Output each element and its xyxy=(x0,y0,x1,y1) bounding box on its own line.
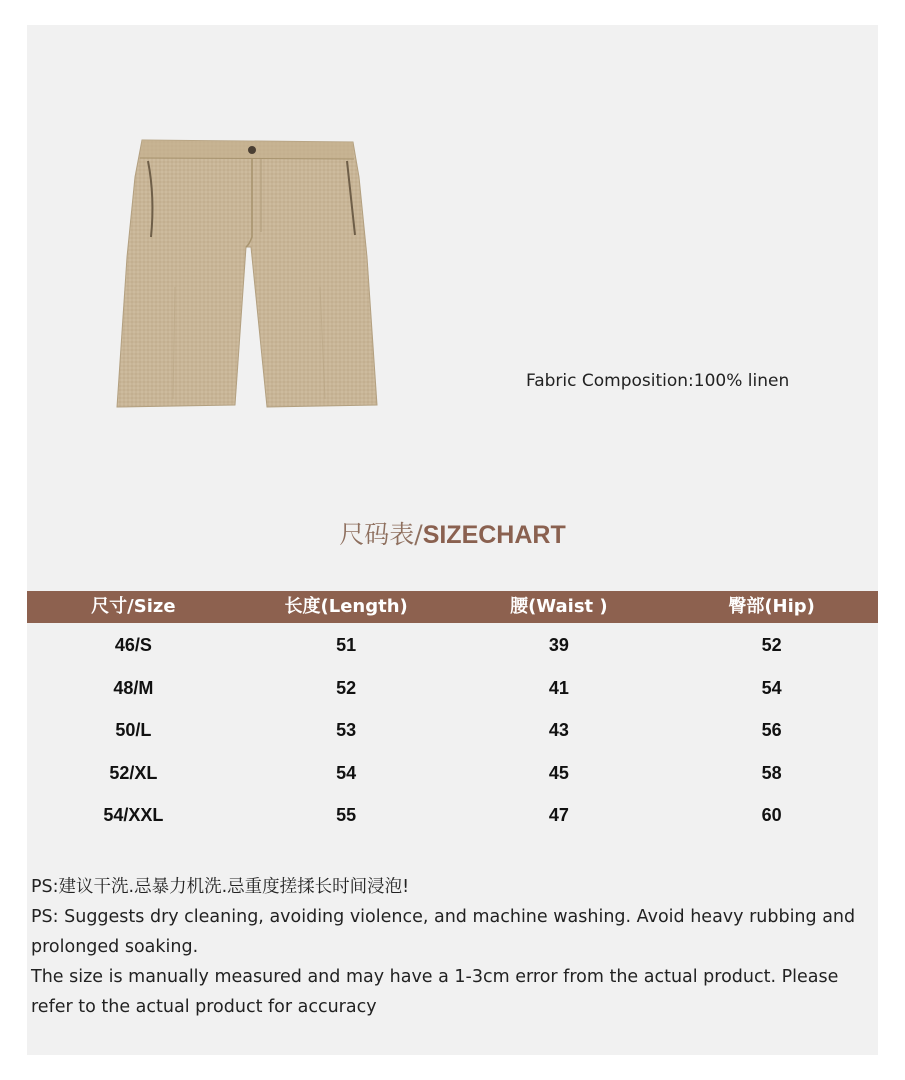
cell-hip: 52 xyxy=(761,635,782,655)
size-table-header xyxy=(27,591,878,623)
cell-size: 52/XL xyxy=(109,762,158,783)
table-row xyxy=(27,667,878,710)
cell-length: 54 xyxy=(336,762,357,783)
table-row xyxy=(27,752,878,795)
cell-size: 50/L xyxy=(115,720,152,740)
header-length: 长度(Length) xyxy=(284,596,408,617)
cell-length: 51 xyxy=(336,635,357,655)
size-chart-title-cn: 尺码表/ xyxy=(339,520,423,549)
cell-waist: 43 xyxy=(548,720,569,740)
cell-length: 53 xyxy=(336,720,357,740)
table-row xyxy=(27,794,878,837)
product-image-linen-shorts xyxy=(115,137,382,409)
size-table-body xyxy=(27,623,878,837)
cell-waist: 41 xyxy=(548,677,569,698)
cell-size: 54/XXL xyxy=(103,805,164,825)
care-notes xyxy=(31,872,871,1022)
cell-waist: 45 xyxy=(548,762,569,783)
care-note-en: PS: Suggests dry cleaning, avoiding violence, and machine washing. Avoid heavy rubbing and prolonged soaking. xyxy=(31,907,856,957)
header-waist: 腰(Waist ) xyxy=(510,596,608,617)
cell-hip: 56 xyxy=(761,720,782,740)
header-hip: 臀部(Hip) xyxy=(728,596,815,617)
care-note-cn: PS:建议干洗.忌暴力机洗.忌重度搓揉长时间浸泡! xyxy=(31,877,410,897)
cell-length: 55 xyxy=(336,805,357,825)
table-row xyxy=(27,624,878,667)
header-size: 尺寸/Size xyxy=(91,596,176,617)
table-row xyxy=(27,709,878,752)
cell-hip: 58 xyxy=(761,762,782,783)
cell-waist: 47 xyxy=(548,805,569,825)
cell-length: 52 xyxy=(336,677,357,698)
size-chart-title-en: SIZECHART xyxy=(422,521,566,549)
cell-size: 48/M xyxy=(113,677,154,698)
size-chart-title xyxy=(0,515,905,551)
fabric-composition: Fabric Composition:100% linen xyxy=(526,371,790,391)
cell-size: 46/S xyxy=(114,635,152,655)
size-table xyxy=(27,591,878,837)
cell-hip: 54 xyxy=(761,677,782,698)
cell-waist: 39 xyxy=(548,635,569,655)
measurement-note: The size is manually measured and may have a 1-3cm error from the actual product. Please refer to the actual product for accuracy xyxy=(31,967,839,1017)
cell-hip: 60 xyxy=(761,805,782,825)
